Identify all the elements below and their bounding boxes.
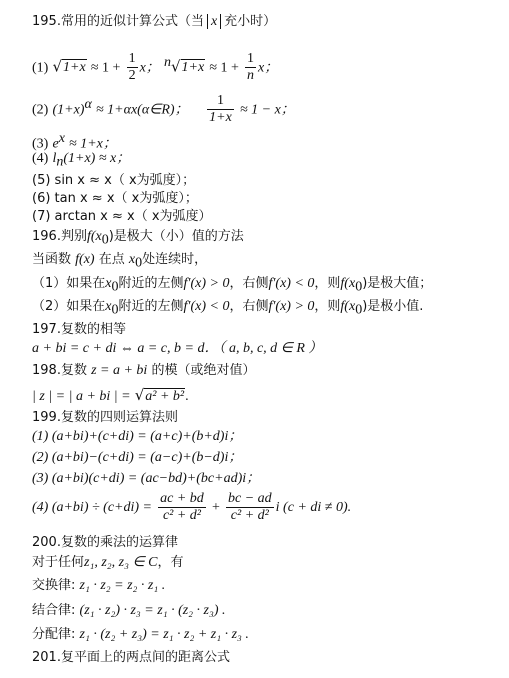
formula-195-2: (2) $(1+x)^\alpha$ ≈ 1+αx(α∈R)； $\frac{1}{1+x}$ ≈ 1 − x； xyxy=(32,93,295,126)
sqrt-sign: √ xyxy=(52,57,63,76)
formula-199-3: (3) (a+bi)(c+di) = (ac−bd)+(bc+ad)i； xyxy=(32,471,261,486)
formula-199-2: (2) (a+bi)−(c+di) = (a−c)+(b−d)i； xyxy=(32,450,243,465)
section-196-line-3: （2）如果在$x_0$附近的左侧f′(x) < 0，右侧f′(x) > 0，则$f(x_0)$是极小值. xyxy=(32,299,424,318)
formula-195-1: (1) √1+x ≈ 1 + $\frac{1}{2}$ x； $^n$√1+x ≈ 1 + $\frac{1}{n}$ x； xyxy=(32,51,279,84)
section-200-title: 200.复数的乘法的运算律 xyxy=(32,535,178,550)
nth-root-sign: √ xyxy=(170,57,181,76)
sqrt-sign: √ xyxy=(134,386,145,404)
formula-195-7: (7) arctan x ≈ x（ x为弧度） xyxy=(32,209,212,224)
section-199-title: 199.复数的四则运算法则 xyxy=(32,410,178,425)
abs-bar-left xyxy=(207,14,208,29)
formula-199-4: (4) (a+bi) ÷ (c+di) = $\frac{ac + bd}{\text{c² + d²}}$ + $\frac{bc - ad}{\text{c² + d²}}$ i (c + di ≠ 0). xyxy=(32,491,352,523)
section-196-title: 196.判别$f(x_0)$是极大（小）值的方法 xyxy=(32,229,244,248)
section-198-equation: | z | = | a + bi | = √a² + b². xyxy=(32,386,189,404)
section-200-distributive: 分配律: z₁ · (z₂ + z₃) = z₁ · z₂ + z₁ · z₃ . xyxy=(32,627,249,642)
section-201-title: 201.复平面上的两点间的距离公式 xyxy=(32,650,230,665)
formula-199-1: (1) (a+bi)+(c+di) = (a+c)+(b+d)i； xyxy=(32,429,243,444)
formula-195-4: (4) $l_n(1+x) \approx x$； xyxy=(32,151,131,170)
section-200-commutative: 交换律: z₁ · z₂ = z₂ · z₁ . xyxy=(32,578,166,593)
section-197-equation: a + bi = c + di ⇔ a = c, b = d．（ a, b, c, d ∈ R ） xyxy=(32,341,323,356)
fraction-one-half: $\frac{1}{2}$ xyxy=(128,51,136,84)
formula-195-5: (5) sin x ≈ x（ x为弧度）； xyxy=(32,173,196,188)
section-200-line-1: 对于任何z₁, z₂, z₃ ∈ C，有 xyxy=(32,555,184,570)
fraction-real-part: $\frac{ac + bd}{\text{c² + d²}}$ xyxy=(160,491,204,523)
fraction-one-over-n: $\frac{1}{n}$ xyxy=(247,51,255,84)
fraction-imag-part: $\frac{bc - ad}{\text{c² + d²}}$ xyxy=(228,491,272,523)
fraction-one-over-one-plus-x: $\frac{1}{1+x}$ xyxy=(209,93,232,126)
section-197-title: 197.复数的相等 xyxy=(32,322,126,337)
section-196-line-1: 当函数 f(x) 在点 $x_0$处连续时， xyxy=(32,252,208,271)
formula-195-3: (3) $e^x \approx 1+x$； xyxy=(32,131,117,152)
abs-bar-right xyxy=(220,14,221,29)
section-200-associative: 结合律: (z₁ · z₂) · z₃ = z₁ · (z₂ · z₃) . xyxy=(32,603,226,618)
section-195-title: 195.常用的近似计算公式（当 x 充小时） xyxy=(32,14,277,29)
formula-195-6: (6) tan x ≈ x（ x为弧度）； xyxy=(32,191,198,206)
section-198-title: 198.复数 z = a + bi 的模（或绝对值） xyxy=(32,363,256,378)
section-196-line-2: （1）如果在$x_0$附近的左侧f′(x) > 0，右侧f′(x) < 0，则$f(x_0)$是极大值； xyxy=(32,276,433,295)
